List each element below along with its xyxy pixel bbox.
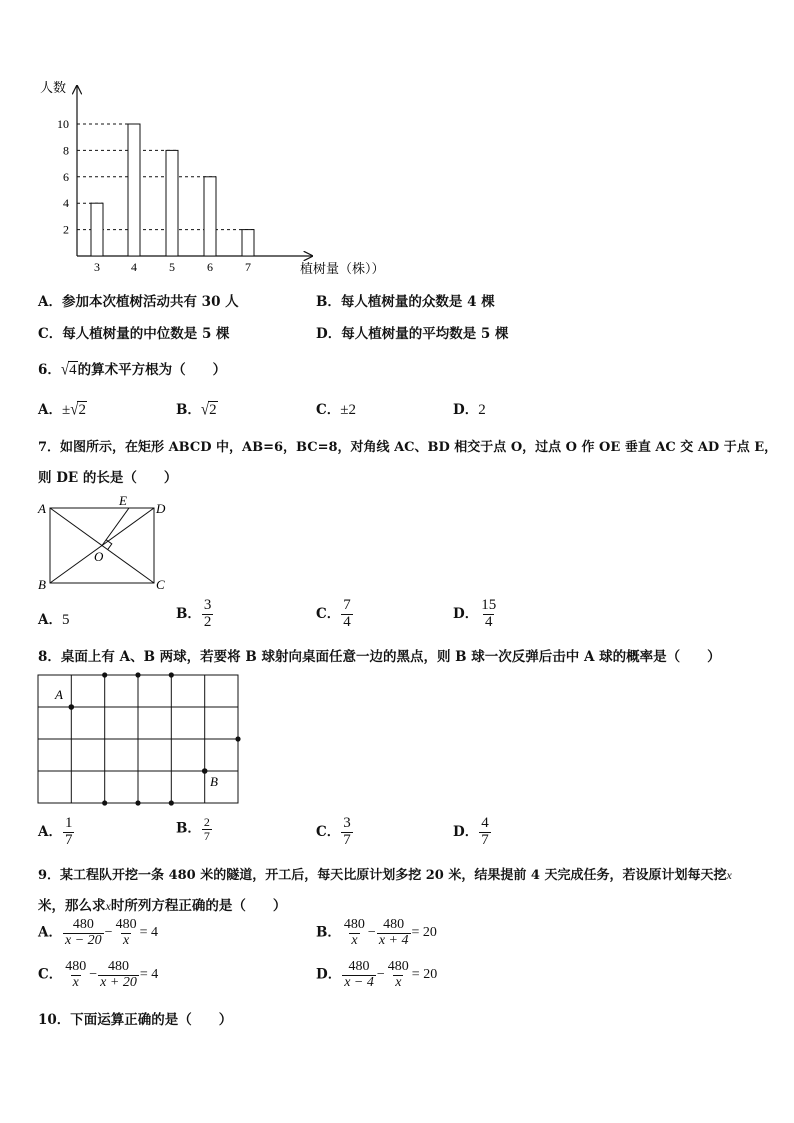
bar-3 [91, 203, 103, 256]
ball-a [69, 704, 75, 710]
q7-option-a[interactable]: A．5 [38, 612, 70, 628]
q6-stem [38, 358, 226, 379]
q5-option-a[interactable]: A．参加本次植树活动共有 30 人 [38, 294, 239, 310]
ball-b [202, 768, 208, 774]
q7-option-b[interactable]: B． $\frac{3}{2}$ [176, 597, 212, 630]
q7-option-d[interactable]: D． $\frac{15}{4}$ [453, 597, 497, 630]
q9-option-b[interactable]: B． $\frac{480}{x}$ − $\frac{480}{x + 4}$ = 20 [316, 917, 437, 948]
q9-option-d[interactable]: D． $\frac{480}{x - 4}$ − $\frac{480}{x}$ = 20 [316, 959, 438, 990]
q9-stem-line1: 9．某工程队开挖一条 480 米的隧道，开工后，每天比原计划多挖 20 米，结果提前 4 天完成任务，若设原计划每天挖x [38, 868, 732, 883]
q6-option-d[interactable]: D．2 [453, 402, 486, 418]
label-b: B [38, 577, 46, 592]
radical-icon: √ [70, 400, 79, 420]
label-ball-a: A [55, 687, 63, 702]
q6-option-c[interactable]: C．±2 [316, 402, 356, 418]
y-tick-label: 4 [63, 196, 69, 211]
q8-option-b[interactable]: B． $\frac{2}{7}$ [176, 815, 210, 843]
bar-6 [204, 177, 216, 256]
q9-option-c[interactable]: C． $\frac{480}{x}$ − $\frac{480}{x + 20}$ = 4 [38, 959, 159, 990]
label-a: A [38, 501, 46, 516]
right-angle-mark [106, 540, 112, 550]
y-tick-label: 2 [63, 222, 69, 237]
x-tick-label: 7 [245, 260, 251, 274]
y-tick-label: 6 [63, 169, 69, 184]
grid-lines [38, 675, 238, 803]
q9-stem-line2: 米，那么求x时所列方程正确的是（ ） [38, 898, 287, 914]
y-tick-label: 8 [63, 143, 69, 158]
bar-7 [242, 230, 254, 256]
x-tick-label: 6 [207, 260, 213, 274]
q6-stem-prefix: 6． [38, 362, 61, 378]
rectangle-figure [30, 492, 180, 597]
q6-stem-suffix: 的算术平方根为（ ） [77, 362, 227, 378]
radical-icon: √ [60, 360, 70, 380]
q5-option-d[interactable]: D．每人植树量的平均数是 5 棵 [316, 326, 509, 342]
q9-option-a[interactable]: A． $\frac{480}{x - 20}$ − $\frac{480}{x}$ = 4 [38, 917, 158, 948]
x-tick-label: 5 [169, 260, 175, 274]
q6-option-b[interactable]: B．√2 [176, 400, 217, 420]
label-e: E [119, 493, 127, 508]
q6-option-a[interactable]: A．±√2 [38, 400, 86, 420]
q5-option-c[interactable]: C．每人植树量的中位数是 5 棵 [38, 326, 230, 342]
q8-option-c[interactable]: C． $\frac{3}{7}$ [316, 815, 351, 848]
q8-option-d[interactable]: D． $\frac{4}{7}$ [453, 815, 489, 848]
label-ball-b: B [210, 774, 218, 789]
q7-stem-line1: 7．如图所示，在矩形 ABCD 中，AB=6，BC=8，对角线 AC、BD 相交于点 O，过点 O 作 OE 垂直 AC 交 AD 于点 E， [38, 440, 778, 455]
x-tick-label: 4 [131, 260, 137, 274]
y-axis-label: 人数 [40, 80, 67, 95]
q10-stem: 10．下面运算正确的是（ ） [38, 1012, 233, 1028]
q7-option-c[interactable]: C． $\frac{7}{4}$ [316, 597, 351, 630]
y-tick-label: 10 [57, 117, 69, 131]
q7-stem-line2: 则 DE 的长是（ ） [38, 470, 178, 486]
radical-icon: √ [200, 400, 210, 420]
x-axis-label: 植树量（株）） [300, 261, 385, 276]
bar-4 [128, 124, 140, 256]
q8-option-a[interactable]: A． $\frac{1}{7}$ [38, 815, 73, 848]
label-d: D [156, 501, 166, 516]
bar-chart [0, 0, 794, 290]
x-tick-label: 3 [94, 260, 100, 274]
sqrt-4: √4 [60, 360, 77, 380]
billiard-grid-figure [30, 668, 250, 810]
label-c: C [156, 577, 165, 592]
q8-stem: 8．桌面上有 A、B 两球，若要将 B 球射向桌面任意一边的黑点，则 B 球一次反弹后击中 A 球的概率是（ ） [38, 649, 721, 665]
q5-option-b[interactable]: B．每人植树量的众数是 4 棵 [316, 294, 495, 310]
label-o: O [94, 549, 104, 564]
bar-5 [166, 150, 178, 256]
